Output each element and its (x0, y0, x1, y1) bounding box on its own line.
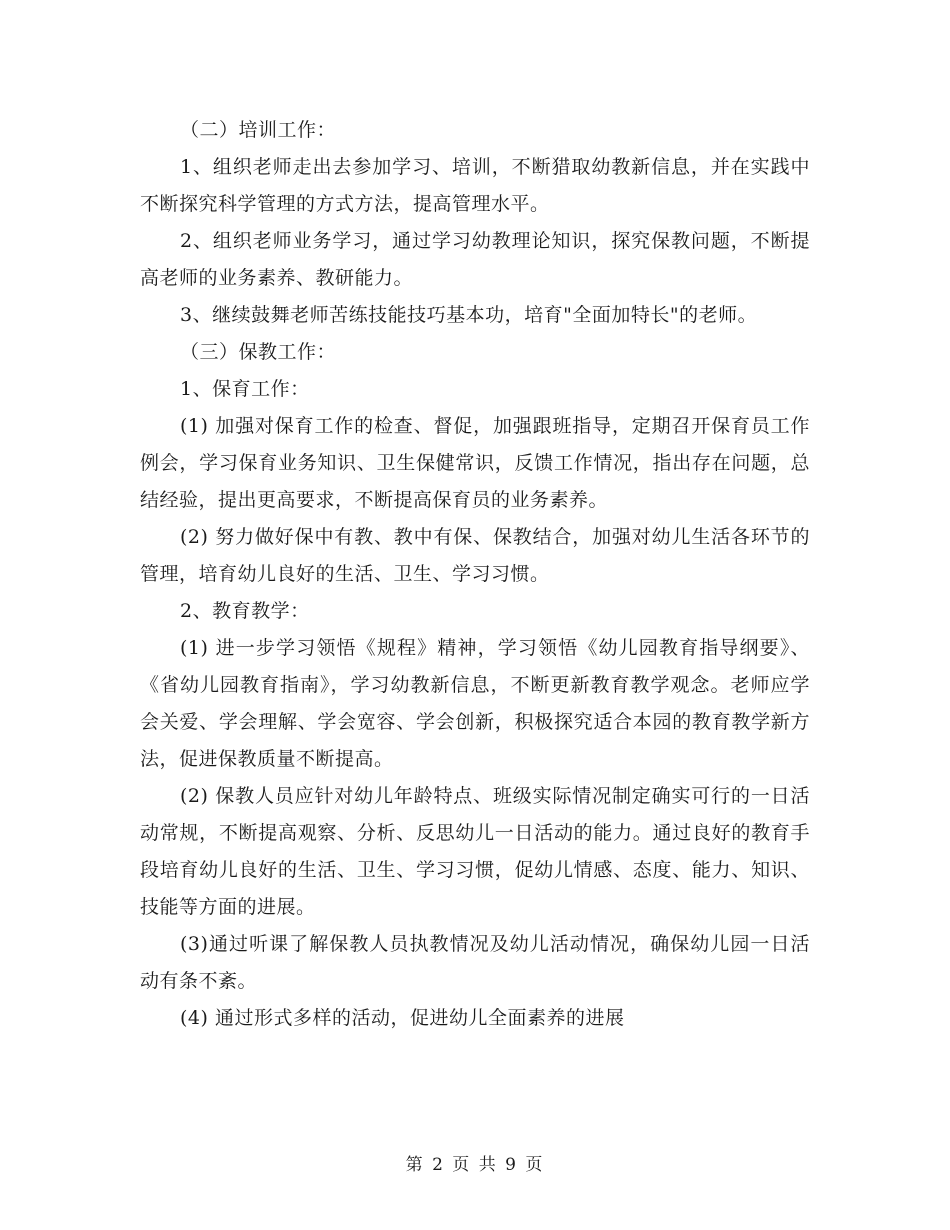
paragraph: (2) 保教人员应针对幼儿年龄特点、班级实际情况制定确实可行的一日活动常规，不断提高观察、分析、反思幼儿一日活动的能力。通过良好的教育手段培育幼儿良好的生活、卫生、学习习惯，促幼儿情感、态度、能力、知识、技能等方面的进展。 (140, 785, 810, 918)
paragraph: 2、组织老师业务学习，通过学习幼教理论知识，探究保教问题，不断提高老师的业务素养、教研能力。 (140, 230, 810, 289)
section-heading-care-education: （三）保教工作： (180, 341, 337, 363)
paragraph: (1) 加强对保育工作的检查、督促，加强跟班指导，定期召开保育员工作例会，学习保育业务知识、卫生保健常识，反馈工作情况，指出存在问题，总结经验，提出更高要求，不断提高保育员的业务素养。 (140, 415, 810, 511)
paragraph: (3)通过听课了解保教人员执教情况及幼儿活动情况，确保幼儿园一日活动有条不紊。 (140, 933, 810, 992)
paragraph: (4) 通过形式多样的活动，促进幼儿全面素养的进展 (180, 1007, 625, 1029)
section-heading-training: （二）培训工作： (180, 119, 337, 141)
paragraph: 1、组织老师走出去参加学习、培训，不断猎取幼教新信息，并在实践中不断探究科学管理的方式方法，提高管理水平。 (140, 156, 810, 215)
page-number-footer: 第 2 页 共 9 页 (405, 1155, 545, 1175)
document-body (140, 112, 810, 1037)
paragraph: (1) 进一步学习领悟《规程》精神，学习领悟《幼儿园教育指导纲要》、《省幼儿园教育指南》，学习幼教新信息，不断更新教育教学观念。老师应学会关爱、学会理解、学会宽容、学会创新，积极探究适合本园的教育教学新方法，促进保教质量不断提高。 (140, 637, 810, 770)
paragraph: 3、继续鼓舞老师苦练技能技巧基本功，培育"全面加特长"的老师。 (180, 304, 758, 326)
paragraph: (2) 努力做好保中有教、教中有保、保教结合，加强对幼儿生活各环节的管理，培育幼儿良好的生活、卫生、学习习惯。 (140, 526, 810, 585)
subheading-care-work: 1、保育工作： (180, 378, 310, 400)
subheading-education-teaching: 2、教育教学： (180, 600, 310, 622)
